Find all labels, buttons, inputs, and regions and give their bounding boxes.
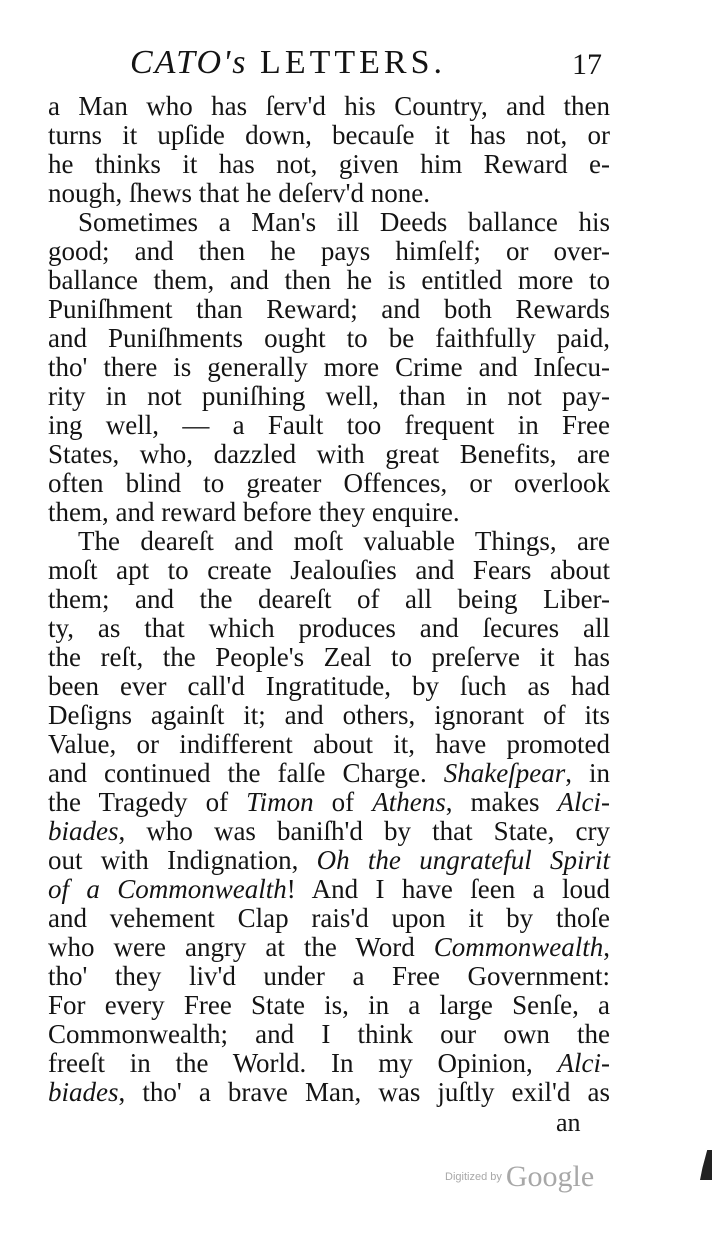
text-run: , makes [445,787,558,817]
running-header [130,44,610,94]
text-line: Puniſhment than Reward; and both Rewards [48,294,610,324]
text-line [48,846,610,875]
text-run-italic: of a Commonwealth [48,874,287,904]
text-line: and Puniſhments ought to be faithfully paid, [48,323,610,353]
text-run: , [603,932,610,962]
text-line: Commonwealth; and I think our own the [48,1019,610,1049]
text-line [48,759,610,788]
page-edge-artifact [700,1150,712,1180]
text-run: out with Indignation, [48,845,317,875]
text-line [48,1078,610,1107]
catchword: an [556,1108,581,1137]
text-run-italic: Alci- [557,1048,610,1078]
text-line: them, and reward before they enquire. [48,497,460,527]
text-line: rity in not puniſhing well, than in not pay- [48,381,610,411]
text-line: he thinks it has not, given him Reward e- [48,149,610,179]
text-run: freeſt in the World. In my Opinion, [48,1048,558,1078]
running-title-italic: CATO's [130,44,248,81]
running-title-caps: LETTERS. [260,44,446,81]
text-line [48,875,610,904]
text-line: tho' they liv'd under a Free Government: [48,961,610,991]
text-run-italic: Commonwealth [433,932,604,962]
digitization-watermark [445,1160,594,1200]
text-run-italic: Alci- [557,787,611,817]
text-line: and vehement Clap rais'd upon it by thoſe [48,903,610,933]
text-run: who were angry at the Word [48,932,434,962]
text-run-italic: Athens [372,787,446,817]
text-line [48,933,610,962]
text-run: the Tragedy of [48,787,247,817]
text-run: and continued the falſe Charge. [48,758,427,788]
text-line: good; and then he pays himſelf; or over- [48,236,610,266]
text-line: ty, as that which produces and ſecures all [48,613,610,643]
text-line [48,788,610,817]
text-line: been ever call'd Ingratitude, by ſuch as had [48,671,610,701]
text-line [48,817,610,846]
text-line: Value, or indifferent about it, have promoted [48,729,610,759]
text-run: , who was baniſh'd by that State, cry [118,816,610,846]
text-run-italic: Timon [246,787,314,817]
text-line: Deſigns againſt it; and others, ignorant of its [48,700,610,730]
text-line: States, who, dazzled with great Benefits, are [48,439,610,469]
text-line: Sometimes a Man's ill Deeds ballance his [78,207,610,237]
text-run-italic: Shakeſpear [443,758,566,788]
text-line: the reſt, the People's Zeal to preſerve it has [48,642,610,672]
text-line: a Man who has ſerv'd his Country, and then [48,91,610,121]
watermark-prefix: Digitized by [445,1171,502,1183]
text-line: For every Free State is, in a large Senſe, a [48,990,610,1020]
running-title [130,44,446,82]
google-logo: Google [505,1160,595,1193]
text-line: The deareſt and moſt valuable Things, are [78,526,610,556]
text-line: nough, ſhews that he deſerv'd none. [48,178,431,208]
text-run: , tho' a brave Man, was juſtly exil'd as [118,1077,610,1107]
text-line [48,1049,610,1078]
text-run: , in [565,758,610,788]
text-line: often blind to greater Offences, or overlook [48,468,610,498]
text-line: them; and the deareſt of all being Liber- [48,584,610,614]
text-run: ! And I have ſeen a loud [286,874,610,904]
text-run-italic: Oh the ungrateful Spirit [316,845,610,875]
text-line: moſt apt to create Jealouſies and Fears about [48,555,610,585]
text-block [48,92,610,1107]
text-line: turns it upſide down, becauſe it has not, or [48,120,610,150]
text-run: of [313,787,373,817]
page-number: 17 [572,48,602,81]
text-line: ing well, — a Fault too frequent in Free [48,410,610,440]
text-run-italic: biades [48,1077,119,1107]
text-line: tho' there is generally more Crime and Inſecu- [48,352,610,382]
text-run-italic: biades [48,816,119,846]
text-line: ballance them, and then he is entitled more to [48,265,610,295]
